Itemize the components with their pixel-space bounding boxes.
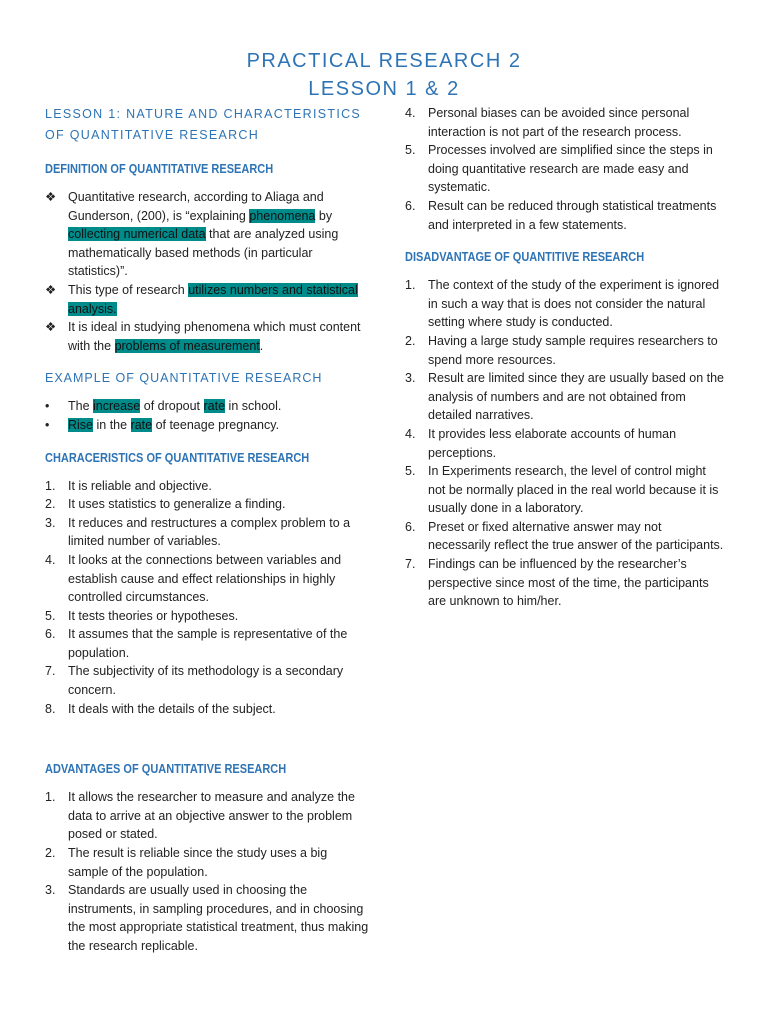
characteristics-list: [45, 477, 370, 719]
text-run: .: [259, 338, 264, 353]
list-item-text: Having a large study sample requires researchers to spend more resources.: [428, 333, 718, 367]
list-item-text: It reduces and restructures a complex problem to a limited number of variables.: [68, 515, 351, 549]
list-number: 7.: [405, 557, 416, 572]
list-item: [405, 425, 725, 462]
example-list: [45, 397, 370, 434]
list-number: 1.: [45, 478, 56, 493]
list-item-text: Findings can be influenced by the researcher’s perspective since most of the time, the participants are unknown to him/her.: [428, 557, 709, 609]
diamond-bullet-icon: ❖: [45, 320, 57, 335]
text-run: Quantitative research, according to Aliaga and Gunderson, (200), is “explaining: [68, 190, 324, 223]
list-item-text: Result can be reduced through statistical treatments and interpreted in a few statements.: [428, 198, 717, 232]
advantages-heading: ADVANTAGES OF QUANTITATIVE RESEARCH: [45, 762, 287, 777]
highlighted-text: utilizes numbers and statistical analysis.: [68, 282, 358, 316]
disadvantages-heading: DISADVANTAGE OF QUANTITIVE RESEARCH: [405, 250, 645, 265]
text-run: of teenage pregnancy.: [152, 417, 280, 432]
list-item: [45, 700, 370, 719]
round-bullet-icon: •: [45, 399, 50, 414]
list-number: 4.: [405, 426, 416, 441]
list-number: 3.: [405, 371, 416, 386]
highlighted-text: Rise: [68, 417, 94, 432]
list-item: [45, 662, 370, 699]
list-item: [45, 495, 370, 514]
list-item-text: Standards are usually used in choosing the instruments, in sampling procedures, and in choosing the most appropriate statistical treatment, thus making the research replicable.: [68, 883, 369, 953]
list-number: 3.: [45, 883, 56, 898]
list-item: [405, 332, 725, 369]
list-item-text: Processes involved are simplified since the steps in doing quantitative research are made easy and systematic.: [428, 143, 713, 195]
lesson-heading: LESSON 1: NATURE AND CHARACTERISTICS OF QUANTITATIVE RESEARCH: [45, 107, 362, 142]
list-item: [405, 555, 725, 611]
list-number: 5.: [45, 608, 56, 623]
highlighted-text: increase: [93, 399, 141, 414]
list-item: [405, 141, 725, 197]
list-item-text: It uses statistics to generalize a finding.: [68, 497, 286, 512]
document-subtitle: LESSON 1 & 2: [308, 78, 460, 100]
definition-heading: DEFINITION OF QUANTITATIVE RESEARCH: [45, 162, 274, 176]
list-item: [45, 477, 370, 496]
list-item: [45, 881, 370, 955]
list-number: 5.: [405, 143, 416, 158]
list-item-text: In Experiments research, the level of control might not be normally placed in the real world because it is usually done in a laboratory.: [428, 464, 719, 516]
highlighted-text: rate: [130, 417, 153, 432]
advantages-list-part-2: [405, 104, 725, 234]
advantages-list-part-1: [45, 788, 370, 955]
right-column: [405, 104, 725, 611]
list-item: [45, 318, 370, 355]
list-item: [45, 514, 370, 551]
list-item: [45, 397, 370, 416]
section-spacer: [45, 718, 370, 746]
round-bullet-icon: •: [45, 417, 50, 432]
highlighted-text: collecting numerical data: [68, 227, 206, 242]
list-item: [45, 607, 370, 626]
list-item: [405, 462, 725, 518]
list-item: [405, 104, 725, 141]
text-run: in school.: [225, 399, 282, 414]
left-column: [45, 104, 370, 956]
list-number: 3.: [45, 515, 56, 530]
list-item-text: It assumes that the sample is representative of the population.: [68, 627, 348, 660]
list-item-text: The result is reliable since the study uses a big sample of the population.: [68, 846, 328, 879]
list-item-text: Personal biases can be avoided since personal interaction is not part of the research process.: [428, 106, 690, 139]
list-item: [45, 188, 370, 281]
list-item: [45, 281, 370, 318]
list-item: [45, 625, 370, 662]
list-number: 6.: [45, 627, 56, 642]
list-number: 2.: [405, 333, 416, 348]
list-item: [405, 197, 725, 234]
definition-list: [45, 188, 370, 355]
list-number: 6.: [405, 519, 416, 534]
highlighted-text: phenomena: [249, 208, 316, 223]
list-item-text: Preset or fixed alternative answer may not necessarily reflect the true answer of the participants.: [428, 519, 724, 553]
text-run: of dropout: [140, 399, 204, 414]
list-number: 4.: [405, 106, 416, 120]
list-number: 7.: [45, 664, 56, 679]
list-item-text: It tests theories or hypotheses.: [68, 608, 239, 623]
document-title: PRACTICAL RESEARCH 2: [246, 50, 522, 72]
text-run: This type of research: [68, 282, 189, 297]
list-item-text: It is reliable and objective.: [68, 478, 212, 493]
list-number: 6.: [405, 198, 416, 213]
example-heading: EXAMPLE OF QUANTITATIVE RESEARCH: [45, 371, 323, 386]
list-number: 4.: [45, 552, 56, 567]
list-item-text: Result are limited since they are usually based on the analysis of numbers and are not obtained from detailed narratives.: [428, 371, 724, 423]
highlighted-text: rate: [203, 399, 226, 414]
list-number: 1.: [405, 278, 416, 293]
list-number: 8.: [45, 701, 56, 716]
list-number: 1.: [45, 790, 56, 805]
text-run: in the: [93, 417, 131, 432]
characteristics-heading: CHARACERISTICS OF QUANTITATIVE RESEARCH: [45, 450, 310, 465]
list-item-text: It looks at the connections between variables and establish cause and effect relationships in highly controlled circumstances.: [68, 552, 342, 605]
list-item: [405, 369, 725, 425]
list-item-text: The context of the study of the experiment is ignored in such a way that is does not consider the natural setting where study is conducted.: [428, 278, 720, 330]
list-item: [405, 518, 725, 555]
text-run: by: [315, 208, 333, 223]
list-number: 2.: [45, 846, 56, 861]
highlighted-text: problems of measurement: [114, 338, 260, 353]
list-item-text: It deals with the details of the subject.: [68, 701, 276, 716]
list-number: 5.: [405, 464, 416, 479]
text-run: The: [68, 399, 94, 414]
diamond-bullet-icon: ❖: [45, 282, 57, 297]
list-item: [45, 551, 370, 607]
list-item-text: It allows the researcher to measure and analyze the data to arrive at an objective answer to the problem posed or stated.: [68, 790, 355, 842]
disadvantages-list: [405, 276, 725, 611]
list-item-text: It provides less elaborate accounts of human perceptions.: [428, 426, 677, 460]
list-item: [45, 844, 370, 881]
list-number: 2.: [45, 497, 56, 512]
list-item: [45, 788, 370, 844]
list-item-text: The subjectivity of its methodology is a secondary concern.: [68, 664, 344, 698]
list-item: [405, 276, 725, 332]
text-run: that are analyzed using mathematically based methods (in particular statistics)”.: [68, 227, 339, 279]
text-run: It is ideal in studying phenomena which must content with the: [68, 320, 361, 353]
diamond-bullet-icon: ❖: [45, 190, 57, 204]
list-item: [45, 416, 370, 435]
